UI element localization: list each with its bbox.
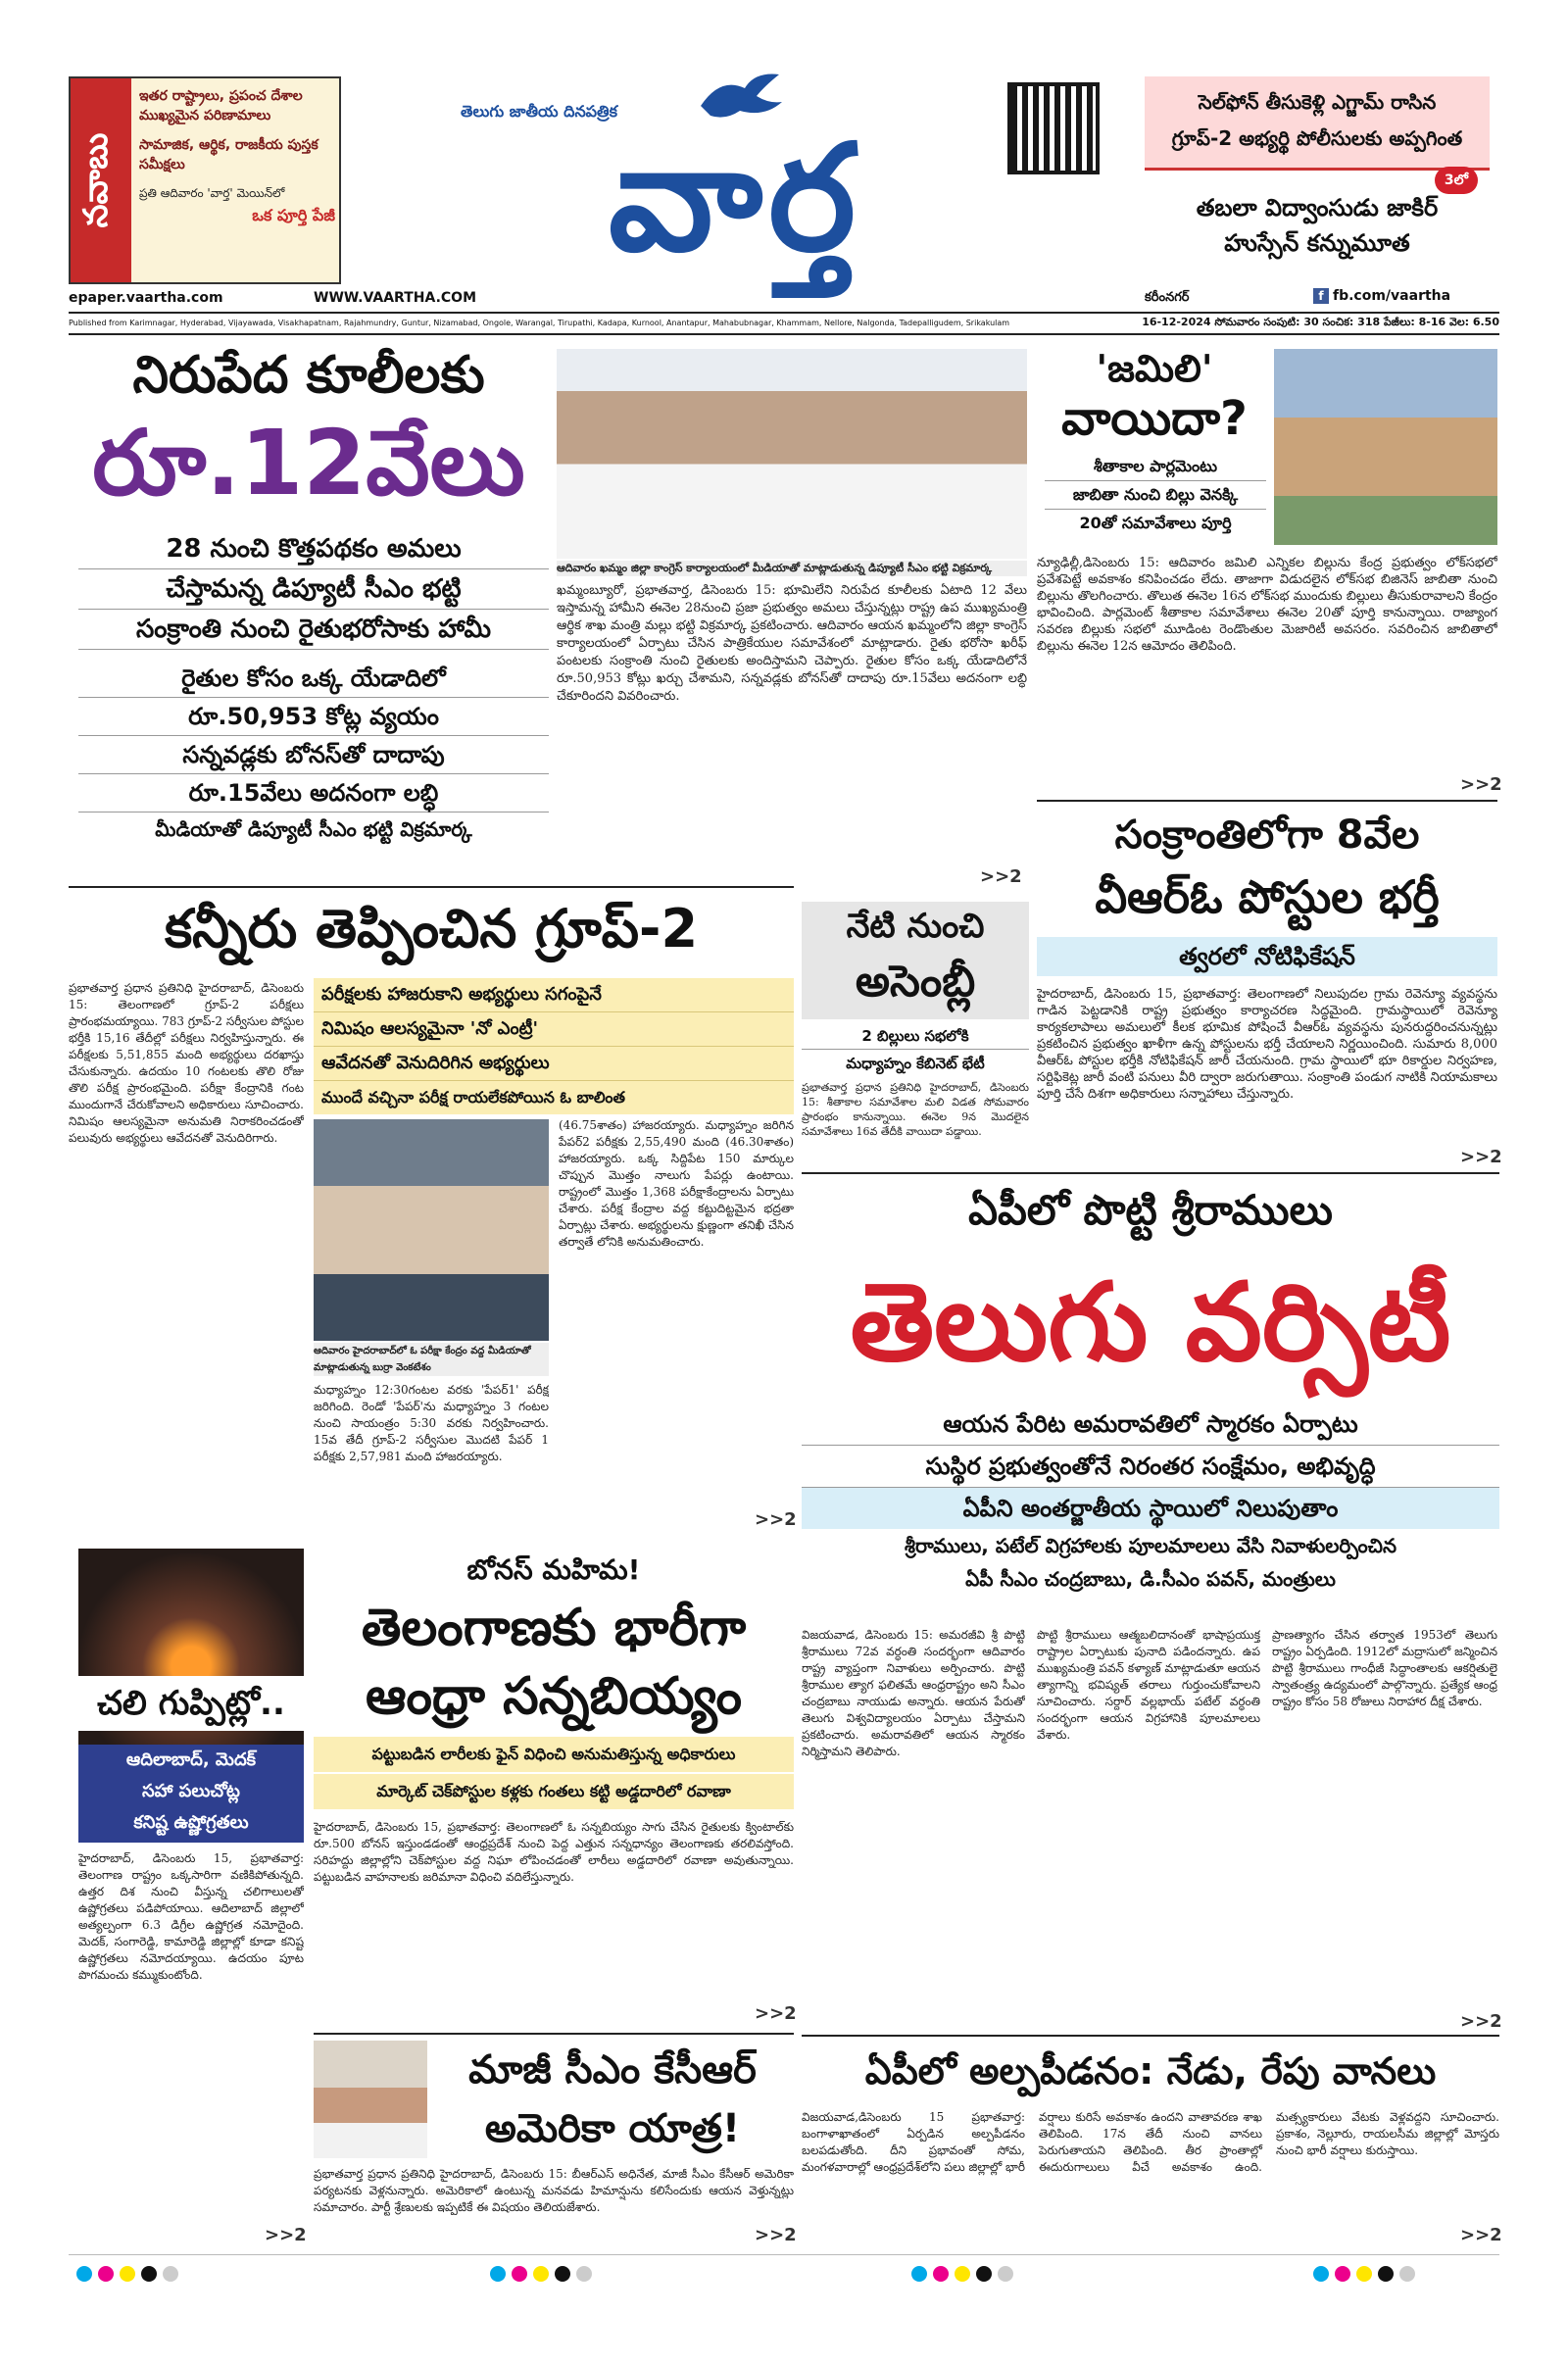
- edition-label: కరీంనగర్: [1145, 290, 1190, 305]
- cold-subs-box: [78, 1745, 304, 1843]
- group2-photo: [314, 1119, 549, 1341]
- jamili-more[interactable]: >>2: [1460, 774, 1502, 795]
- wages-sub: రూ.15వేలు అదనంగా లబ్ధి: [78, 774, 549, 813]
- wages-photo-caption: ఆదివారం ఖమ్మం జిల్లా కాంగ్రెస్ కార్యాలయంలో మీడియాతో మాట్లాడుతున్న డిప్యూటీ సీఎం భట్టి విక్రమార్క: [557, 561, 1027, 576]
- assembly-sub: మధ్యాహ్నం కేబినెట్ భేటీ: [846, 1055, 985, 1072]
- wages-sub: సంక్రాంతి నుంచి రైతుభరోసాకు హామీ: [78, 610, 549, 650]
- kcr-top-rule: [314, 2033, 794, 2035]
- registration-dot: [976, 2266, 992, 2282]
- rice-headline-1: తెలంగాణకు భారీగా: [361, 1599, 747, 1657]
- group2-more[interactable]: >>2: [755, 1509, 797, 1530]
- wages-headline: నిరుపేద కూలీలకు: [132, 346, 485, 405]
- jamili-headline-2: వాయిదా?: [1061, 391, 1248, 446]
- cold-body: హైదరాబాద్, డిసెంబరు 15, ప్రభాతవార్త: తెలంగాణ రాష్ట్రం ఒక్కసారిగా వణికిపోతున్నది. ఉత్తర దిశ నుంచి వీస్తున్న చలిగాలులతో ఉష్ణోగ్రతలు పడిపోయాయి. ఆదిలాబాద్ జిల్లాలో అత్యల్పంగా 6.3 డిగ్రీల ఉష్ణోగ్రత నమోదైంది. మెదక్, సంగారెడ్డి, కామారెడ్డి జిల్లాల్లో కూడా కనిష్ట ఉష్ణోగ్రతలు నమోదయ్యాయి. ఉదయం పూట పొగమంచు కమ్ముకుంటోంది.: [78, 1851, 304, 1982]
- varsity-sub: ఏపీని అంతర్జాతీయ స్థాయిలో నిలుపుతాం: [802, 1488, 1499, 1529]
- facebook-link[interactable]: f fb.com/vaartha: [1313, 288, 1450, 304]
- website-link[interactable]: WWW.VAARTHA.COM: [314, 290, 476, 306]
- teaser-line-3: తబలా విద్వాంసుడు జాకిర్: [1196, 194, 1439, 222]
- jamili-rule: [1037, 800, 1497, 802]
- teaser-line-4: హుస్సేన్ కన్నుమూత: [1224, 229, 1410, 257]
- group2-sub: ఆవేదనతో వెనుదిరిగిన అభ్యర్థులు: [314, 1047, 794, 1081]
- group2-top-rule: [69, 886, 794, 888]
- registration-dot: [1378, 2266, 1394, 2282]
- parliament-photo: [1274, 349, 1497, 545]
- qr-code[interactable]: [1007, 82, 1100, 174]
- dateline-rule: [69, 333, 1499, 335]
- jamili-body: న్యూఢిల్లీ,డిసెంబరు 15: ఆదివారం జమిలి ఎన్నికల బిల్లును కేంద్ర ప్రభుత్వం లోక్‌సభలో ప్రవేశపెట్టే అవకాశం కనిపించడం లేదు. తాజాగా విడుదలైన లోక్‌సభ బిజినెస్ జాబితా నుంచి బిల్లును తొలగించారు. తొలుత ఈనెల 16న లోక్‌సభ ముందుకు బిల్లులు తీసుకురావాలని కేంద్రం భావించింది. పార్లమెంట్ శీతాకాల సమావేశాలు ఈనెల 20తో పూర్తి కానున్నాయి. రాజ్యాంగ సవరణ బిల్లుకు సభలో మూడింట రెండొంతుల మెజారిటీ అవసరం. సవరించిన జాబితాలో బిల్లును ఈనెల 12న ఆమోదం తెలిపింది.: [1037, 556, 1497, 654]
- registration-dot: [120, 2266, 135, 2282]
- rain-body: విజయవాడ,డిసెంబరు 15 ప్రభాతవార్త: బంగాళాఖాతంలో ఏర్పడిన అల్పపీడనం బలపడుతోంది. దీని ప్రభావంతో సోమ, మంగళవారాల్లో ఆంధ్రప్రదేశ్‌లోని పలు జిల్లాల్లో భారీ వర్షాలు కురిసే అవకాశం ఉందని వాతావరణ శాఖ తెలిపింది. 17న తేదీ నుంచి వానలు పెరుగుతాయని తెలిపింది. తీర ప్రాంతాల్లో ఈదురుగాలులు వీచే అవకాశం ఉంది. మత్స్యకారులు వేటకు వెళ్లవద్దని సూచించారు. ప్రకాశం, నెల్లూరు, రాయలసీమ జిల్లాల్లో మోస్తరు నుంచి భారీ వర్షాలు కురుస్తాయి.: [802, 2110, 1499, 2174]
- varsity-col3: ప్రాణత్యాగం చేసిన తర్వాత 1953లో తెలుగు రాష్ట్రం ఏర్పడింది. 1912లో మద్రాసులో జన్మించిన పొట్టి శ్రీరాములు గాంధీజీ సిద్ధాంతాలకు ఆకర్షితులై స్వాతంత్ర్య ఉద్యమంలో పాల్గొన్నారు. ప్రత్యేక ఆంధ్ర రాష్ట్రం కోసం 58 రోజులు నిరాహార దీక్ష చేశారు.: [1272, 1628, 1497, 1708]
- wages-sub: మీడియాతో డిప్యూటీ సీఎం భట్టి విక్రమార్క: [155, 817, 472, 841]
- wages-sub: చేస్తామన్న డిప్యూటీ సీఎం భట్టి: [78, 569, 549, 610]
- registration-dot: [98, 2266, 114, 2282]
- registration-dot: [533, 2266, 549, 2282]
- page-badge[interactable]: 3లో: [1435, 167, 1478, 194]
- tagline: తెలుగు జాతీయ దినపత్రిక: [461, 102, 617, 121]
- kcr-photo: [314, 2041, 427, 2158]
- registration-dot: [555, 2266, 570, 2282]
- ad-vertical-text: నవాబు: [76, 132, 116, 228]
- registration-dot: [1313, 2266, 1329, 2282]
- registration-dot: [76, 2266, 92, 2282]
- group2-sub: ముందే వచ్చినా పరీక్ష రాయలేకపోయిన ఓ బాలింత: [314, 1081, 794, 1114]
- varsity-sub: ఏపీ సీఎం చంద్రబాబు, డి.సీఎం పవన్, మంత్రులు: [965, 1567, 1336, 1591]
- registration-dot: [998, 2266, 1013, 2282]
- group2-sub: నిమిషం ఆలస్యమైనా 'నో ఎంట్రీ': [314, 1012, 794, 1047]
- jamili-headline-1: 'జమిలి': [1096, 347, 1213, 390]
- registration-dot: [1335, 2266, 1350, 2282]
- assembly-sub: 2 బిల్లులు సభలోకి: [802, 1023, 1029, 1050]
- varsity-sub: ఆయన పేరిట అమరావతిలో స్మారకం ఏర్పాటు: [802, 1404, 1499, 1446]
- assembly-headline-1: నేటి నుంచి: [846, 907, 985, 946]
- wages-sub: సన్నవడ్లకు బోనస్‌తో దాదాపు: [78, 736, 549, 774]
- cold-sub: ఆదిలాబాద్, మెదక్: [125, 1749, 257, 1770]
- assembly-box: [802, 902, 1029, 1149]
- cold-sub: సహా పలుచోట్ల: [142, 1781, 240, 1801]
- vro-headline-1: సంక్రాంతిలోగా 8వేల: [1114, 813, 1420, 858]
- wages-photo: [557, 349, 1027, 559]
- right-teaser-box: [1145, 76, 1490, 284]
- rice-sub: పట్టుబడిన లారీలకు ఫైన్ విధించి అనుమతిస్తున్న అధికారులు: [314, 1737, 794, 1772]
- jamili-sub: జాబితా నుంచి బిల్లు వెనక్కి: [1045, 481, 1266, 510]
- registration-dot: [576, 2266, 592, 2282]
- masthead-rule: [69, 312, 1499, 314]
- registration-dot: [141, 2266, 157, 2282]
- varsity-kicker: ఏపీలో పొట్టి శ్రీరాములు: [968, 1186, 1333, 1234]
- registration-dot: [163, 2266, 178, 2282]
- kcr-more[interactable]: >>2: [755, 2225, 797, 2245]
- logo[interactable]: వార్త: [608, 114, 862, 284]
- epaper-link[interactable]: epaper.vaartha.com: [69, 290, 223, 306]
- assembly-headline-2: అసెంబ్లీ: [855, 957, 976, 1007]
- ad-vertical-band: [71, 78, 131, 282]
- ad-line-1: ఇతర రాష్ట్రాలు, ప్రపంచ దేశాల ముఖ్యమైన పరిణామాలు: [139, 88, 303, 123]
- wages-body: ఖమ్మంబ్యూరో, ప్రభాతవార్త, డిసెంబరు 15: భూమిలేని నిరుపేద కూలీలకు ఏటాది 12 వేలు ఇస్తామన్న హామీని ఈనెల 28నుంచి ప్రజా ప్రభుత్వం అమలు చేస్తున్నట్లు రాష్ట్ర ఉప ముఖ్యమంత్రి ఆర్థిక శాఖ మంత్రి మల్లు భట్టి విక్రమార్క ప్రకటించారు. ఆదివారం ఆయన ఖమ్మంలోని జిల్లా కాంగ్రెస్ కార్యాలయంలో ఏర్పాటు చేసిన పాత్రికేయుల సమావేశంలో మాట్లాడారు. రైతు భరోసా ఖరీఫ్ పంటలకు సంక్రాంతి నుంచి రైతులకు అందిస్తామని చెప్పారు. రైతుల కోసం ఒక్క యేడాదిలోనే రూ.50,953 కోట్లు ఖర్చు చేశామని, సన్నవడ్లకు బోనస్‌తో దాదాపు రూ.15వేలు అదనంగా లబ్ధి చేకూరిందని వివరించారు.: [557, 583, 1027, 704]
- cold-sub: కనిష్ట ఉష్ణోగ్రతలు: [133, 1812, 249, 1833]
- varsity-more[interactable]: >>2: [1460, 2011, 1502, 2032]
- group2-col2: (46.75శాతం) హాజరయ్యారు. మధ్యాహ్నం జరిగిన పేపర్2 పరీక్షకు 2,55,490 మంది (46.30శాతం) హాజరయ్యారు. ఒక్క సిద్దిపేట 150 మార్కుల చొప్పున మొత్తం నాలుగు పేపర్లు ఉంటాయి. రాష్ట్రంలో మొత్తం 1,368 పరీక్షాకేంద్రాలను ఏర్పాటు చేశారు. పరీక్ష కేంద్రాల వద్ద కట్టుదిట్టమైన భద్రతా ఏర్పాట్లు చేశారు. అభ్యర్థులను క్షుణ్ణంగా తనిఖీ చేసిన తర్వాతే లోనికి అనుమతించారు.: [559, 1118, 794, 1249]
- registration-dot: [933, 2266, 949, 2282]
- registration-dot: [1399, 2266, 1415, 2282]
- wages-sub: రూ.50,953 కోట్ల వ్యయం: [78, 698, 549, 736]
- cold-more[interactable]: >>2: [265, 2225, 307, 2245]
- group2-col1: ప్రభాతవార్త ప్రధాన ప్రతినిధి హైదరాబాద్, డిసెంబరు 15: తెలంగాణలో గ్రూప్-2 పరీక్షలు ప్రారంభమయ్యాయి. 783 గ్రూప్-2 సర్వీసుల పోస్టుల భర్తీకి 15,16 తేదీల్లో పరీక్షలు నిర్వహిస్తున్నారు. ఈ పరీక్షలకు 5,51,855 మంది అభ్యర్థులు దరఖాస్తు చేసుకున్నారు. ఉదయం 10 గంటలకు తొలి రోజు తొలి పరీక్ష ప్రారంభమైంది. పరీక్షా కేంద్రానికి గంట ముందుగానే చేరుకోవాలని అధికారులు సూచించారు. నిమిషం ఆలస్యమైనా అనుమతి నిరాకరించడంతో పలువురు అభ్యర్థులు ఆవేదనతో వెనుదిరిగారు.: [69, 981, 304, 1145]
- assembly-body: ప్రభాతవార్త ప్రధాన ప్రతినిధి హైదరాబాద్, డిసెంబరు 15: శీతాకాల సమావేశాల మలి విడత సోమవారం ప్రారంభం కానున్నాయి. ఈనెల 9న మొదలైన సమావేశాలు 16వ తేదీకి వాయిదా పడ్డాయి.: [802, 1081, 1029, 1138]
- wages-sub: రైతుల కోసం ఒక్క యేడాదిలో: [78, 660, 549, 698]
- jamili-sub: శీతాకాల పార్లమెంటు: [1045, 453, 1266, 481]
- vro-sub: త్వరలో నోటిఫికేషన్: [1037, 937, 1497, 976]
- footer-rule: [69, 2254, 1499, 2255]
- rice-headline-2: ఆంధ్రా సన్నబియ్యం: [366, 1667, 742, 1726]
- rice-body: హైదరాబాద్, డిసెంబరు 15, ప్రభాతవార్త: తెలంగాణలో ఓ సన్నబియ్యం సాగు చేసిన రైతులకు క్వింటాల్‌కు రూ.500 బోనస్ ఇస్తుండడంతో ఆంధ్రప్రదేశ్ నుంచి పెద్ద ఎత్తున సన్నధాన్యం తెలంగాణకు తరలివస్తోంది. సరిహద్దు జిల్లాల్లోని చెక్‌పోస్టుల వద్ద నిఘా లోపించడంతో లారీలు అడ్డదారిలో రవాణా అవుతున్నాయి. పట్టుబడిన వాహనాలకు జరిమానా విధించి వదిలేస్తున్నారు.: [314, 1820, 794, 1884]
- registration-dot: [1356, 2266, 1372, 2282]
- kcr-body: ప్రభాతవార్త ప్రధాన ప్రతినిధి హైదరాబాద్, డిసెంబరు 15: బీఆర్ఎస్ అధినేత, మాజీ సీఎం కేసీఆర్ అమెరికా పర్యటనకు వెళ్లనున్నారు. అమెరికాలో ఉంటున్న మనవడు హిమాన్షును కలిసేందుకు ఆయన వెళ్తున్నట్లు సమాచారం. పార్టీ శ్రేణులకు ఇప్పటికే ఈ విషయం తెలియజేశారు.: [314, 2167, 794, 2214]
- varsity-headline: తెలుగు వర్సిటీ: [850, 1259, 1451, 1385]
- rice-kicker: బోనస్ మహిమ!: [466, 1553, 641, 1586]
- facebook-icon: f: [1313, 288, 1329, 304]
- group2-photo-caption: ఆదివారం హైదరాబాద్‌లో ఓ పరీక్షా కేంద్రం వద్ద మీడియాతో మాట్లాడుతున్న బుర్రా వెంకటేశం: [314, 1343, 549, 1376]
- registration-dot: [955, 2266, 970, 2282]
- registration-dot: [911, 2266, 927, 2282]
- vro-headline-2: వీఆర్‌ఓ పోస్టుల భర్తీ: [1095, 870, 1440, 923]
- varsity-sub: సుస్థిర ప్రభుత్వంతోనే నిరంతర సంక్షేమం, అభివృద్ధి: [802, 1446, 1499, 1488]
- kcr-headline-1: మాజీ సీఎం కేసీఆర్: [468, 2047, 757, 2093]
- rain-top-rule: [802, 2035, 1499, 2037]
- varsity-top-rule: [802, 1172, 1499, 1174]
- dateline: 16-12-2024 సోమవారం సంపుటి: 30 సంచిక: 318 పేజీలు: 8-16 వెల: 6.50: [1142, 316, 1499, 328]
- rice-sub: మార్కెట్ చెక్‌పోస్టుల కళ్లకు గంతలు కట్టి అడ్డదారిలో రవాణా: [314, 1774, 794, 1809]
- wages-more[interactable]: >>2: [980, 866, 1022, 887]
- varsity-col1: విజయవాడ, డిసెంబరు 15: అమరజీవి శ్రీ పొట్టి శ్రీరాములు 72వ వర్ధంతి సందర్భంగా ఆదివారం రాష్ట్ర వ్యాప్తంగా నివాళులు అర్పించారు. పొట్టి శ్రీరాముల త్యాగ ఫలితమే ఆంధ్రరాష్ట్రం అని సీఎం చంద్రబాబు నాయుడు అన్నారు. ఆయన పేరుతో తెలుగు విశ్వవిద్యాలయం ఏర్పాటు చేస్తామని ప్రకటించారు. అమరావతిలో ఆయన స్మారకం నిర్మిస్తామని తెలిపారు.: [802, 1628, 1025, 1758]
- vro-body: హైదరాబాద్, డిసెంబరు 15, ప్రభాతవార్త: తెలంగాణలో నిలుపుదల గ్రామ రెవెన్యూ వ్యవస్థను గాడిన పెట్టడానికి రాష్ట్ర ప్రభుత్వం కార్యాచరణ సిద్ధమైంది. గ్రామస్థాయిలో రెవెన్యూ కార్యకలాపాలు అమలులో కీలక భూమిక పోషించే వీఆర్‌ఓ వ్యవస్థను పునరుద్ధరించనున్నట్లు ప్రకటించిన ప్రభుత్వం ఖాళీగా ఉన్న పోస్టులను భర్తీ చేయాలని నిర్ణయించింది. సుమారు 8,000 వీఆర్‌ఓ పోస్టుల భర్తీకి నోటిఫికేషన్ జారీ చేయనుంది. గ్రామ స్థాయిలో భూ రికార్డుల నిర్వహణ, సర్టిఫికెట్ల జారీ వంటి పనులు వీరి ద్వారా జరుగుతాయి. సంక్రాంతి పండుగ నాటికి నియామకాలు పూర్తి చేసే దిశగా అధికారులు సన్నాహాలు చేస్తున్నారు.: [1037, 987, 1497, 1102]
- cold-headline: చలి గుప్పిట్లో..: [78, 1676, 304, 1731]
- ad-line-2: సామాజిక, ఆర్థిక, రాజకీయ పుస్తక సమీక్షలు: [139, 137, 318, 172]
- left-ad-box: [69, 76, 341, 284]
- group2-subs: [314, 978, 794, 1114]
- ad-line-4: ఒక పూర్తి పేజీ: [252, 206, 335, 224]
- registration-dot: [512, 2266, 527, 2282]
- wages-sub: 28 నుంచి కొత్తపథకం అమలు: [78, 529, 549, 569]
- teaser-line-1: సెల్‌ఫోన్ తీసుకెళ్లి ఎగ్జామ్ రాసిన: [1198, 90, 1437, 114]
- wages-subs: [78, 529, 549, 846]
- rain-more[interactable]: >>2: [1460, 2225, 1502, 2245]
- kcr-headline-2: అమెరికా యాత్ర!: [484, 2106, 741, 2151]
- published-from: Published from Karimnagar, Hyderabad, Vijayawada, Visakhapatnam, Rajahmundry, Guntur, Nizamabad, Ongole, Warangal, Tirupathi, Kadapa, Kurnool, Anantapur, Mahabubnagar, Khammam, Nellore, Nalgonda, Tadepalligudem, Srikakulam: [69, 319, 1010, 327]
- varsity-sub: శ్రీరాములు, పటేల్ విగ్రహాలకు పూలమాలలు వేసి నివాళులర్పించిన: [904, 1534, 1397, 1557]
- group2-headline: కన్నీరు తెప్పించిన గ్రూప్-2: [164, 898, 699, 960]
- jamili-subs: [1045, 453, 1266, 537]
- jamili-sub: 20తో సమావేశాలు పూర్తి: [1079, 514, 1232, 532]
- group2-col3: మధ్యాహ్నం 12:30గంటల వరకు 'పేపర్1' పరీక్ష జరిగింది. రెండో 'పేపర్'ను మధ్యాహ్నం 3 గంటల నుంచి సాయంత్రం 5:30 వరకు నిర్వహించారు. 15వ తేదీ గ్రూప్-2 సర్వీసుల మొదటి పేపర్ 1 పరీక్షకు 2,57,981 మంది హాజరయ్యారు.: [314, 1383, 549, 1463]
- teaser-line-2: గ్రూప్-2 అభ్యర్థి పోలీసులకు అప్పగింత: [1171, 126, 1463, 150]
- ad-line-3: ప్రతి ఆదివారం 'వార్త' మెయిన్‌లో: [139, 186, 285, 200]
- rice-more[interactable]: >>2: [755, 2003, 797, 2024]
- rain-headline: ఏపీలో అల్పపీడనం: నేడు, రేపు వానలు: [864, 2049, 1437, 2093]
- group2-sub: పరీక్షలకు హాజరుకాని అభ్యర్థులు సగంపైనే: [314, 978, 794, 1012]
- wages-amount: రూ.12వేలు: [92, 411, 525, 516]
- varsity-subs: [802, 1404, 1499, 1596]
- vro-more[interactable]: >>2: [1460, 1147, 1502, 1167]
- varsity-col2: పొట్టి శ్రీరాములు ఆత్మబలిదానంతో భాషాప్రయుక్త రాష్ట్రాల ఏర్పాటుకు పునాది పడిందన్నారు. ఉప ముఖ్యమంత్రి పవన్ కళ్యాణ్ మాట్లాడుతూ ఆయన త్యాగాన్ని భవిష్యత్ తరాలు గుర్తుంచుకోవాలని సూచించారు. సర్దార్ వల్లభాయ్ పటేల్ వర్ధంతి సందర్భంగా ఆయన విగ్రహానికి పూలమాలలు వేశారు.: [1037, 1628, 1260, 1742]
- registration-dot: [490, 2266, 506, 2282]
